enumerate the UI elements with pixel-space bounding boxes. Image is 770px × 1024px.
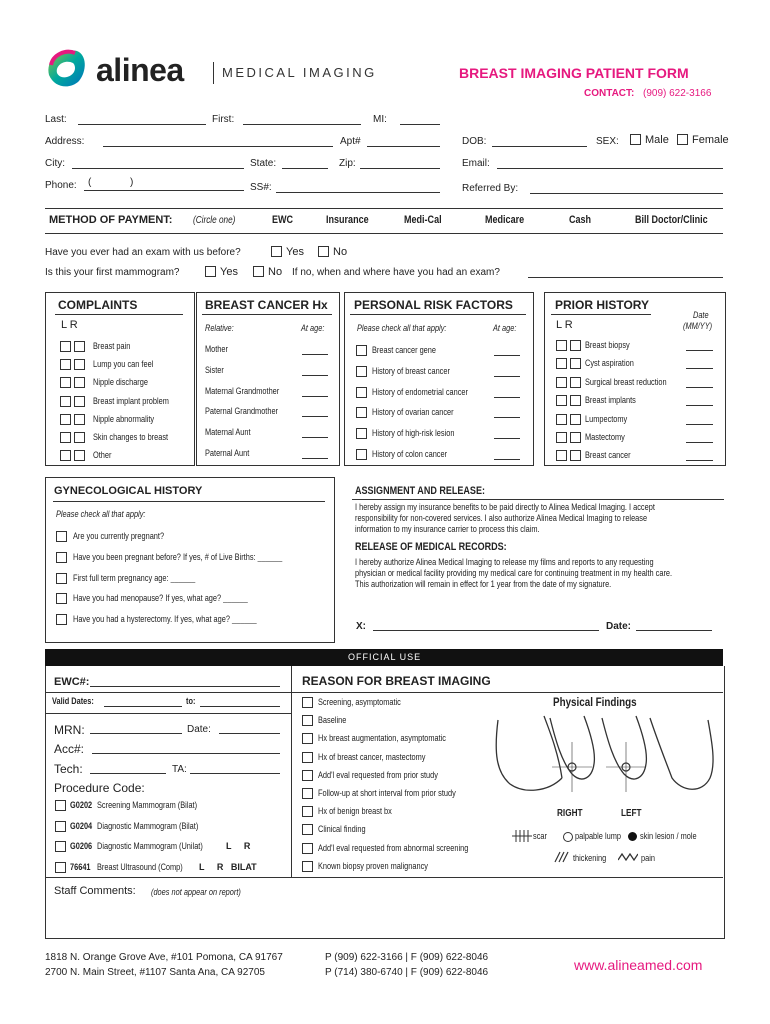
prior-label: Breast biopsy [585,340,630,350]
ss-field[interactable] [276,192,440,193]
complaint-left-checkbox[interactable] [60,341,71,352]
mrn-field[interactable] [90,733,182,734]
complaint-right-checkbox[interactable] [74,341,85,352]
brand-subtitle: MEDICAL IMAGING [222,65,377,80]
prior-left-checkbox[interactable] [556,450,567,461]
procedure-laterality[interactable]: L R BILAT [199,861,257,872]
gyn-question: Have you had a hysterectomy. If yes, what age? ______ [73,614,257,625]
payment-medi-cal[interactable]: Medi-Cal [404,214,442,226]
exam-before-yes-label: Yes [286,246,304,258]
relative-label: Paternal Aunt [205,448,250,458]
breast-diagram-icon [490,712,718,812]
valid-to-field[interactable] [200,706,280,707]
procedure-code-checkbox[interactable] [55,841,66,852]
gyn-question: First full term pregnancy age: ______ [73,572,196,583]
state-label: State: [250,158,277,169]
left-label: LEFT [621,808,642,819]
cancer-hx-title: BREAST CANCER Hx [205,298,328,312]
prior-date-field[interactable] [686,442,713,443]
cancer-hx-at-age: At age: [301,323,325,333]
complaint-left-checkbox[interactable] [60,377,71,388]
thickening-symbol-icon [553,851,569,863]
address-field[interactable] [103,146,333,147]
prior-right-checkbox[interactable] [570,340,581,351]
reason-label: Add'l eval requested from abnormal screening [318,842,469,853]
release-title: RELEASE OF MEDICAL RECORDS: [355,541,507,553]
prior-label: Mastectomy [585,432,625,442]
prior-left-checkbox[interactable] [556,414,567,425]
valid-rule [45,713,291,714]
prior-date-field[interactable] [686,460,713,461]
procedure-desc: Screening Mammogram (Bilat) [97,800,198,810]
payment-label: METHOD OF PAYMENT: [49,214,173,226]
gyn-checkbox[interactable] [56,531,67,542]
apt-field[interactable] [367,146,440,147]
zip-label: Zip: [339,158,356,169]
reason-label: Follow-up at short interval from prior study [318,788,456,798]
official-divider [291,666,292,877]
exam-before-yes-checkbox[interactable] [271,246,282,257]
relative-label: Sister [205,364,224,375]
payment-medicare[interactable]: Medicare [485,214,525,226]
complaint-right-checkbox[interactable] [74,396,85,407]
footer-phone-1: P (909) 622-3166 | F (909) 622-8046 [325,952,489,963]
sex-label: SEX: [596,136,619,147]
risk-age-field[interactable] [494,438,520,439]
reason-label: Clinical finding [318,824,366,835]
footer-address-1: 1818 N. Orange Grove Ave, #101 Pomona, CA 91767 [45,952,283,963]
assignment-title: ASSIGNMENT AND RELEASE: [355,485,485,497]
reason-checkbox[interactable] [302,715,313,726]
complaint-right-checkbox[interactable] [74,450,85,461]
complaint-label: Nipple abnormality [93,413,155,424]
tech-label: Tech: [54,762,83,776]
payment-bill-doctor[interactable]: Bill Doctor/Clinic [635,214,708,226]
reason-checkbox[interactable] [302,843,313,854]
complaint-left-checkbox[interactable] [60,450,71,461]
reason-checkbox[interactable] [302,824,313,835]
reason-label: Screening, asymptomatic [318,697,401,707]
gyn-checkbox[interactable] [56,614,67,625]
complaint-label: Skin changes to breast [93,432,169,442]
payment-insurance[interactable]: Insurance [326,214,369,226]
risk-age-field[interactable] [494,376,520,377]
palpable-lump-icon [563,832,573,842]
procedure-code: G0202 [70,800,93,810]
phone-label: Phone: [45,180,77,191]
relative-label: Paternal Grandmother [205,406,279,417]
complaint-left-checkbox[interactable] [60,396,71,407]
risk-age-field[interactable] [494,417,520,418]
reason-checkbox[interactable] [302,770,313,781]
contact-label: CONTACT: [584,88,635,99]
reason-label: Hx of breast cancer, mastectomy [318,751,426,762]
reason-checkbox[interactable] [302,697,313,708]
female-label: Female [692,134,729,146]
risk-label: History of breast cancer [372,365,450,376]
relative-age-field[interactable] [302,458,328,459]
dob-label: DOB: [462,136,487,147]
procedure-desc: Breast Ultrasound (Comp) [97,861,183,872]
prior-right-checkbox[interactable] [570,395,581,406]
risk-label: History of high-risk lesion [372,428,455,439]
alinea-logo-icon [43,45,89,91]
procedure-label: Procedure Code: [54,781,145,795]
right-label: RIGHT [557,808,583,819]
prior-mmyy: (MM/YY) [683,321,713,331]
prior-left-checkbox[interactable] [556,432,567,443]
reason-title-rule [291,692,723,693]
first-label: First: [212,114,235,125]
prior-lr: L R [556,319,573,331]
procedure-laterality[interactable]: L R [226,841,251,852]
reason-title: REASON FOR BREAST IMAGING [302,674,491,688]
procedure-code: G0204 [70,820,93,831]
staff-comments-hint: (does not appear on report) [151,887,241,897]
signature-field[interactable] [373,630,599,631]
pain-symbol-icon [618,853,638,861]
prior-title: PRIOR HISTORY [555,298,650,312]
risk-checkbox[interactable] [356,449,367,460]
thickening-legend-label: thickening [573,853,607,863]
signature-date-label: Date: [606,621,632,632]
complaint-label: Nipple discharge [93,377,148,388]
assignment-line: responsibility for non-covered services. I also authorize Alinea Medical Imaging to release [355,513,648,523]
contact-phone: (909) 622-3166 [643,88,712,99]
city-label: City: [45,158,65,169]
complaints-title: COMPLAINTS [58,298,138,312]
valid-dates-label: Valid Dates: [52,696,94,706]
ewc-rule [45,692,291,693]
brand-divider [213,62,214,84]
prior-label: Breast implants [585,395,636,406]
city-field[interactable] [72,168,244,169]
prior-date-field[interactable] [686,387,713,388]
mrn-date-label: Date: [187,724,211,735]
mrn-date-field[interactable] [219,733,280,734]
first-mammo-yes-label: Yes [220,266,238,278]
valid-to-label: to: [186,696,196,706]
risk-checkbox[interactable] [356,387,367,398]
complaint-right-checkbox[interactable] [74,432,85,443]
scar-legend-label: scar [533,831,547,841]
gyn-question: Are you currently pregnant? [73,531,165,541]
ta-label: TA: [172,764,187,775]
staff-comments-label: Staff Comments: [54,885,136,897]
mi-label: MI: [373,114,387,125]
risk-label: Breast cancer gene [372,345,436,355]
procedure-desc: Diagnostic Mammogram (Unilat) [97,841,203,852]
prior-date: Date [693,310,709,320]
gyn-title: GYNECOLOGICAL HISTORY [54,485,203,497]
signature-date-field[interactable] [636,630,712,631]
prior-title-rule [551,314,651,315]
complaint-left-checkbox[interactable] [60,432,71,443]
exam-before-no-label: No [333,246,348,258]
staff-comments-rule [45,877,723,878]
prior-right-checkbox[interactable] [570,432,581,443]
complaint-left-checkbox[interactable] [60,414,71,425]
complaint-left-checkbox[interactable] [60,359,71,370]
first-mammo-question: Is this your first mammogram? [45,267,180,278]
relative-age-field[interactable] [302,354,328,355]
prior-date-field[interactable] [686,405,713,406]
relative-age-field[interactable] [302,437,328,438]
risk-age-field[interactable] [494,459,520,460]
brand-name: alinea [96,52,184,88]
reason-checkbox[interactable] [302,806,313,817]
procedure-code-checkbox[interactable] [55,821,66,832]
scar-symbol-icon [512,829,532,843]
release-line: This authorization will remain in effect for 1 year from the date of my signature. [355,579,612,589]
payment-hint: (Circle one) [193,215,236,226]
last-label: Last: [45,114,67,125]
gyn-question: Have you had menopause? If yes, what age? ______ [73,593,248,604]
payment-bottom-rule [45,233,723,234]
email-label: Email: [462,158,490,169]
risk-checkbox[interactable] [356,366,367,377]
reason-label: Hx breast augmentation, asymptomatic [318,733,446,744]
prior-label: Cyst aspiration [585,358,634,369]
reason-label: Baseline [318,715,347,726]
prior-left-checkbox[interactable] [556,395,567,406]
state-field[interactable] [282,168,328,169]
assignment-line: information to my insurance carrier to process this claim. [355,524,540,534]
procedure-desc: Diagnostic Mammogram (Bilat) [97,820,199,831]
complaints-lr: L R [61,319,78,331]
exam-before-question: Have you ever had an exam with us before? [45,247,241,258]
payment-ewc[interactable]: EWC [272,214,294,226]
complaint-right-checkbox[interactable] [74,414,85,425]
footer-address-2: 2700 N. Main Street, #1107 Santa Ana, CA 92705 [45,967,265,978]
acc-field[interactable] [92,753,280,754]
prior-left-checkbox[interactable] [556,377,567,388]
gyn-title-rule [53,501,325,502]
risk-at-age: At age: [493,323,517,333]
complaint-label: Breast implant problem [93,395,169,406]
procedure-code: 76641 [70,861,91,872]
male-checkbox[interactable] [630,134,641,145]
risk-age-field[interactable] [494,355,520,356]
first-mammo-followup-field[interactable] [528,277,723,278]
gyn-checkbox[interactable] [56,552,67,563]
first-mammo-followup: If no, when and where have you had an exam? [292,267,500,278]
release-line: I hereby authorize Alinea Medical Imaging to release my films and reports to any requesting [355,557,654,567]
relative-age-field[interactable] [302,416,328,417]
risk-label: History of endometrial cancer [372,386,468,397]
release-line: physician or medical facility providing my medical care for continuing treatment in my health care. [355,568,673,578]
procedure-code-checkbox[interactable] [55,800,66,811]
risk-hint: Please check all that apply: [357,323,447,333]
ewc-label: EWC#: [54,676,90,688]
female-checkbox[interactable] [677,134,688,145]
first-mammo-yes-checkbox[interactable] [205,266,216,277]
acc-label: Acc#: [54,742,85,756]
risk-title-rule [350,314,526,315]
relative-age-field[interactable] [302,375,328,376]
gyn-question: Have you been pregnant before? If yes, # of Live Births: ______ [73,551,283,562]
relative-age-field[interactable] [302,396,328,397]
complaint-right-checkbox[interactable] [74,359,85,370]
referred-label: Referred By: [462,183,519,194]
prior-right-checkbox[interactable] [570,414,581,425]
cancer-hx-box [196,292,340,466]
cancer-hx-title-rule [202,314,332,315]
reason-label: Hx of benign breast bx [318,806,392,817]
mrn-label: MRN: [54,723,85,737]
gyn-checkbox[interactable] [56,593,67,604]
payment-cash[interactable]: Cash [569,214,592,226]
last-field[interactable] [78,124,206,125]
prior-label: Lumpectomy [585,413,628,424]
complaint-label: Breast pain [93,341,131,351]
exam-before-no-checkbox[interactable] [318,246,329,257]
prior-label: Surgical breast reduction [585,376,667,387]
first-mammo-no-label: No [268,266,283,278]
reason-checkbox[interactable] [302,752,313,763]
footer-website[interactable]: www.alineamed.com [574,957,703,973]
relative-label: Mother [205,344,228,354]
assignment-line: I hereby assign my insurance benefits to be paid directly to Alinea Medical Imaging. I accept [355,502,655,512]
phone-paren-open: ( [88,177,92,188]
cancer-hx-relative: Relative: [205,323,234,333]
prior-right-checkbox[interactable] [570,377,581,388]
prior-label: Breast cancer [585,450,631,461]
complaints-title-rule [55,314,183,315]
official-use-label: OFFICIAL USE [348,652,422,662]
lesion-legend-label: skin lesion / mole [640,831,697,841]
footer-phone-2: P (714) 380-6740 | F (909) 622-8046 [325,967,489,978]
reason-checkbox[interactable] [302,733,313,744]
procedure-code: G0206 [70,841,93,852]
reason-label: Known biopsy proven malignancy [318,860,428,871]
first-mammo-no-checkbox[interactable] [253,266,264,277]
risk-checkbox[interactable] [356,407,367,418]
relative-label: Maternal Aunt [205,427,251,438]
skin-lesion-icon [628,832,637,841]
reason-checkbox[interactable] [302,788,313,799]
phone-paren-close: ) [130,177,134,188]
form-title: BREAST IMAGING PATIENT FORM [459,65,689,81]
apt-label: Apt# [340,136,361,147]
email-field[interactable] [497,168,723,169]
complaint-right-checkbox[interactable] [74,377,85,388]
lump-legend-label: palpable lump [575,831,621,841]
address-label: Address: [45,136,85,147]
tech-field[interactable] [90,773,166,774]
risk-title: PERSONAL RISK FACTORS [354,298,513,312]
signature-x-label: X: [356,621,366,632]
male-label: Male [645,134,669,146]
relative-label: Maternal Grandmother [205,385,280,396]
gyn-checkbox[interactable] [56,573,67,584]
ss-label: SS#: [250,182,272,193]
prior-left-checkbox[interactable] [556,340,567,351]
prior-right-checkbox[interactable] [570,450,581,461]
gyn-hint: Please check all that apply: [56,509,146,519]
payment-top-rule [45,208,723,209]
risk-checkbox[interactable] [356,428,367,439]
risk-age-field[interactable] [494,397,520,398]
risk-label: History of colon cancer [372,449,448,459]
ta-field[interactable] [190,773,280,774]
complaint-label: Other [93,450,112,461]
procedure-code-checkbox[interactable] [55,862,66,873]
first-field[interactable] [243,124,361,125]
zip-field[interactable] [360,168,440,169]
prior-date-field[interactable] [686,424,713,425]
pain-legend-label: pain [641,853,655,863]
assignment-title-rule [352,499,724,500]
prior-right-checkbox[interactable] [570,358,581,369]
reason-checkbox[interactable] [302,861,313,872]
complaint-label: Lump you can feel [93,359,154,370]
physical-findings-title: Physical Findings [553,695,637,709]
dob-field[interactable] [492,146,587,147]
prior-date-field[interactable] [686,350,713,351]
risk-label: History of ovarian cancer [372,407,454,418]
referred-field[interactable] [530,193,723,194]
risk-factors-box [344,292,534,466]
ewc-field[interactable] [90,686,280,687]
prior-date-field[interactable] [686,368,713,369]
prior-left-checkbox[interactable] [556,358,567,369]
risk-checkbox[interactable] [356,345,367,356]
valid-from-field[interactable] [104,706,182,707]
phone-field[interactable] [84,190,244,191]
mi-field[interactable] [400,124,440,125]
reason-label: Add'l eval requested from prior study [318,769,438,780]
